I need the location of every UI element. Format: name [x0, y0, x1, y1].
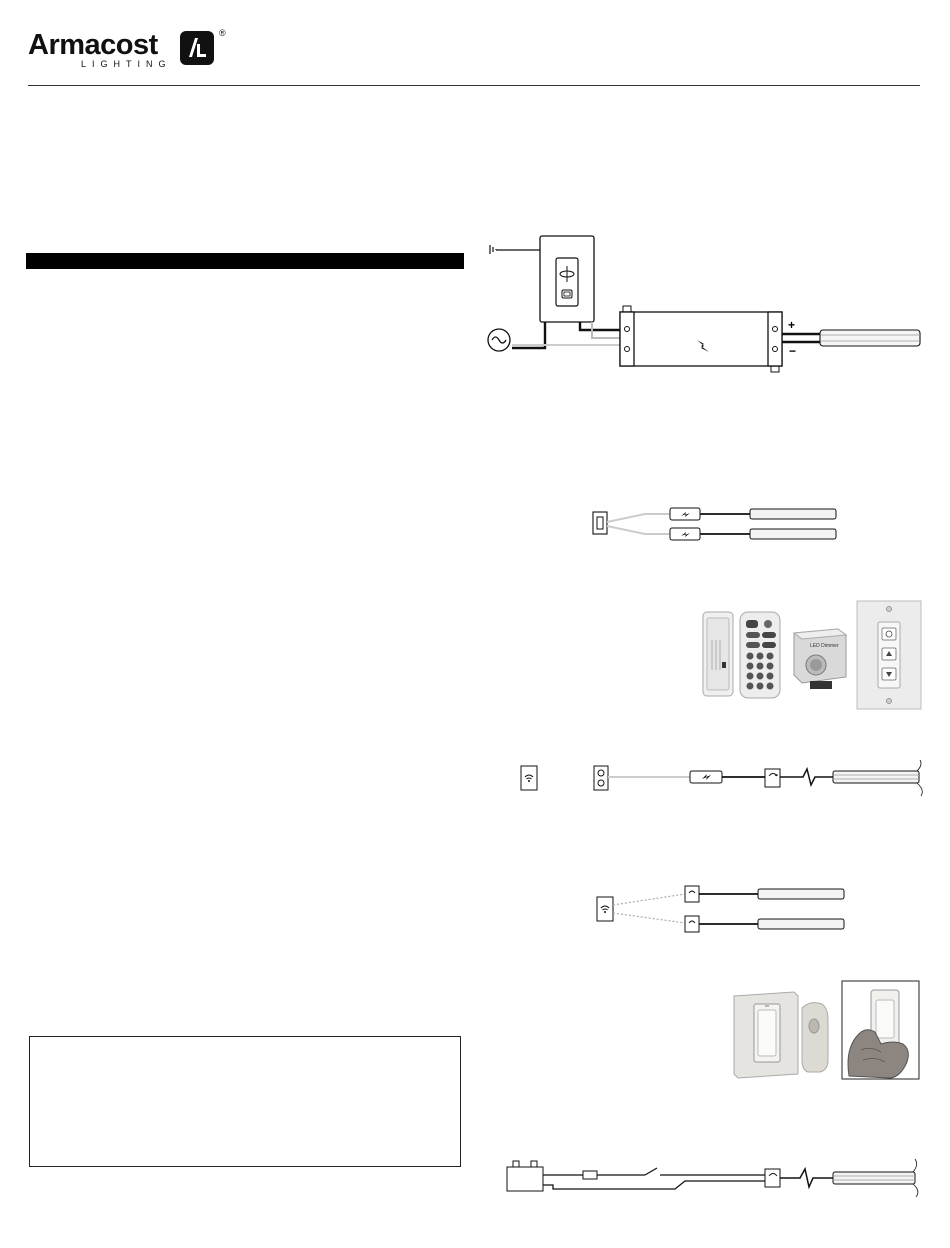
led-strip — [750, 509, 836, 519]
led-driver — [620, 306, 782, 372]
brand-logo — [28, 28, 238, 72]
led-strip — [758, 919, 844, 929]
wiring-diagram-wireless-receiver — [515, 760, 930, 800]
fuse — [583, 1171, 597, 1179]
receiver-icon — [685, 916, 699, 932]
led-strip — [833, 771, 919, 783]
brand-mark-icon — [179, 30, 215, 66]
receiver-icon — [765, 1169, 780, 1187]
wiring-diagram-dual-driver — [585, 500, 845, 550]
led-strip — [758, 889, 844, 899]
led-strip — [820, 330, 920, 346]
battery — [507, 1167, 543, 1191]
negative-label: − — [789, 344, 797, 358]
led-dimmer-photo — [790, 625, 850, 695]
wiring-diagram-battery — [505, 1155, 925, 1200]
led-strip — [833, 1172, 915, 1184]
ac-source-icon — [488, 329, 510, 351]
wiring-diagram-wireless-dual — [590, 880, 850, 940]
led-strip — [750, 529, 836, 539]
brand-tagline: LIGHTING — [81, 59, 172, 69]
ground-icon — [490, 245, 496, 254]
led-dimmer-label: LED Dimmer — [810, 643, 839, 649]
section-heading-bar — [26, 253, 464, 269]
receiver-icon — [765, 769, 780, 787]
receiver-icon — [685, 886, 699, 902]
wall-keypad-photo — [856, 600, 922, 710]
power-icon — [882, 628, 896, 640]
remote-control-photo — [738, 610, 783, 700]
header-divider — [28, 85, 920, 86]
brand-name: Armacost — [28, 29, 158, 61]
inline-switch — [645, 1168, 657, 1175]
wireless-switch-photo — [732, 990, 832, 1080]
handheld-remote-photo — [841, 980, 920, 1080]
positive-label: + — [788, 318, 796, 332]
registered-mark: ® — [219, 28, 226, 38]
note-box — [29, 1036, 461, 1167]
receiver-module-photo — [700, 610, 738, 700]
wiring-diagram-wall-dimmer — [480, 230, 930, 380]
